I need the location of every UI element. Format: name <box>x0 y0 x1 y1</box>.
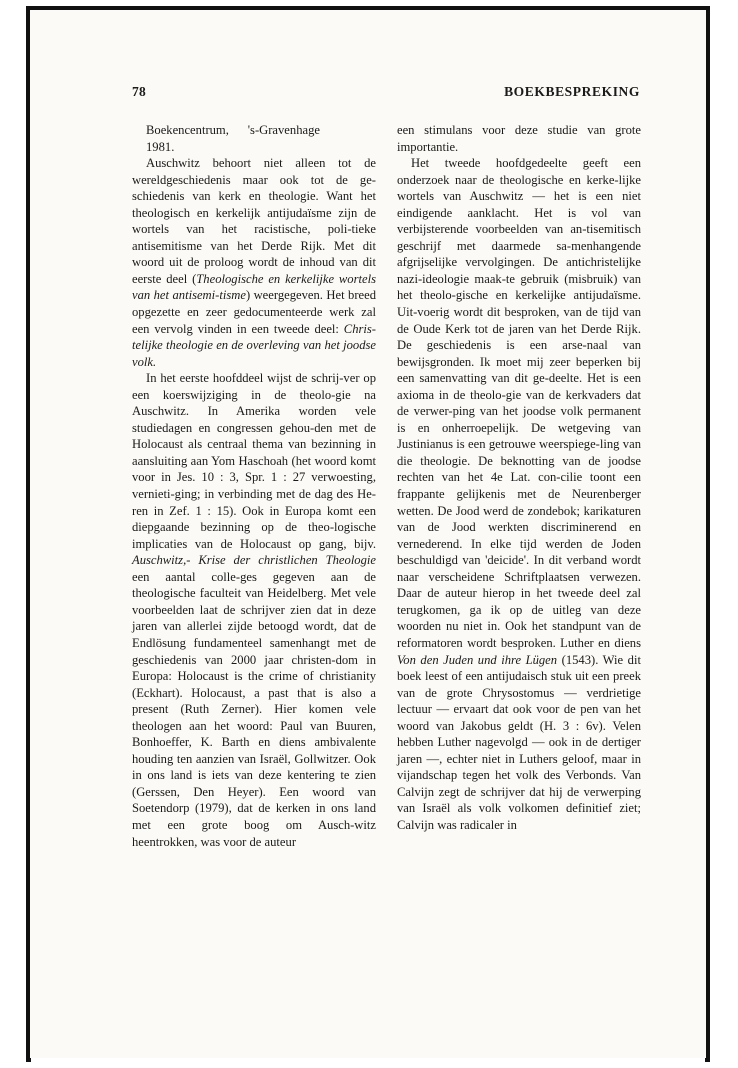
book-title-italic: Auschwitz,- Krise der christlichen Theologie <box>132 553 376 568</box>
paragraph-continuation: een stimulans voor deze studie van grote importantie. <box>397 123 641 154</box>
book-title-italic: Chris-telijke theologie en de overleving van het joodse volk. <box>132 321 376 369</box>
right-column <box>397 122 641 834</box>
left-column <box>132 122 376 850</box>
book-title-italic: Von den Juden und ihre Lügen <box>397 652 558 667</box>
publisher-year: 1981. <box>146 139 175 154</box>
running-title: BOEKBESPREKING <box>504 84 640 99</box>
publisher-citation <box>132 122 376 155</box>
paragraph-text: een aantal colle-ges gegeven aan de theologische faculteit van Heidelberg. Met vele voorbeelden laat de schrijver zien dat in deze jaren van allerlei zijde betoogd wordt, dat de Endlösung fundamenteel samenhangt met de geschiedenis van 2000 jaar christen-dom in Europa: Holocaust is the crime of christianity (Eckhart). Holocaust, a past that is also a present (Ruth Zerner). Hier komen vele theologen aan het woord: Paul van Buuren, Bonhoeffer, K. Barth en diens ambivalente houding ten aanzien van Israël, Gollwitzer. Ook in ons land is iets van deze kentering te zien (Gerssen, Den Heyer). Een woord van Soetendorp (1979), dat de kerken in ons land met een grote boog om Ausch-witz heentrokken, was voor de auteur <box>132 569 376 849</box>
paragraph <box>397 155 641 833</box>
paragraph-text: In het eerste hoofddeel wijst de schrij-ver op een koerswijziging in de theolo-gie na Auschwitz. In Amerika worden vele studiedagen en congressen gehou-den met de Holocaust als centraal thema van bezinning in aansluiting aan Yom Haschoah (het woord komt voor in Jes. 10 : 3, Spr. 1 : 27 verwoesting, vernieti-ging; in verbinding met de dag des He-ren in Zef. 1 : 15). Ook in Europa komt een diepgaande bezinning op de theo-logische implicaties van de Holocaust op gang, bijv. <box>132 371 376 551</box>
page-number: 78 <box>132 84 146 99</box>
book-title-italic: Theologische en kerkelijke wortels van het antisemi-tisme <box>132 271 376 303</box>
publisher-line: Boekencentrum, 's-Gravenhage <box>146 123 320 137</box>
paragraph-text: (1543). Wie dit boek leest of een antijudaisch stuk uit een preek van de grote Chrysostomus — verdrietige lectuur — ervaart dat ook voor de pen van het woord van Jakobus geldt (H. 3 : 6v). Velen hebben Luther nagevolgd — ook in de dertiger jaren —, echter niet in Luthers geloof, maar in vijandschap tegen het volk des Verbonds. Van Calvijn zegt de schrijver dat hij de verwerping van Israël als volk volkomen definitief ziet; Calvijn was radicaler in <box>397 652 641 832</box>
paragraph-text: Het tweede hoofdgedeelte geeft een onderzoek naar de theologische en kerke-lijke wortels van Auschwitz — het is een niet eindigende aanklacht. Het is vol van verbijsterende voorbeelden van an-tisemitisch geschrijf met daarmede sa-menhangende afgrijselijke vervolgingen. De antichristelijke nazi-ideologie maak-te gebruik (misbruik) van het theolo-gische en kerkelijke antijudaïsme. Uit-voerig wordt dit besproken, van de tijd van de Oude Kerk tot de jaren van het Derde Rijk. De geschiedenis is een arse-naal van bewijsgronden. Ik moet mij zeer beperken bij een samenvatting van dit ge-deelte. Het is een axioma in de theolo-gie van de kerkvaders dat de verwer-ping van het joodse volk permanent is en onherroepelijk. De wetgeving van Justinianus is een getrouwe weerspiege-ling van die theologie. De beknotting van de joodse rechten van het 4e Lat. con-cilie toont een frappante gelijkenis met de Neurenberger wetten. De Jood werd de zondebok; karikaturen van de Jood werkten discriminerend en vernederend. In elke tijd werden de Joden beschuldigd van 'deicide'. In dit verband wordt naar verscheidene Schriftplaatsen verwezen. Daar de auteur hierop in het tweede deel zal terugkomen, ga ik op de uitleg van deze woorden nu niet in. Ook het standpunt van de reformatoren wordt besproken. Luther en diens <box>397 156 641 650</box>
paragraph-text: Auschwitz behoort niet alleen tot de wereldgeschiedenis maar ook tot de ge-schiedenis van kerk en theologie. Want het theologisch en kerkelijk antijudaïsme zijn de wortels van het racistische, poli-tieke antisemitisme van het Derde Rijk. Met dit woord uit de proloog wordt de inhoud van dit eerste deel ( <box>132 156 376 286</box>
paragraph <box>132 155 376 370</box>
paragraph <box>132 370 376 850</box>
paragraph-text: ) weergegeven. Het breed opgezette en zeer gedocumenteerde werk zal een vervolg vinden in een tweede deel: <box>132 288 376 336</box>
